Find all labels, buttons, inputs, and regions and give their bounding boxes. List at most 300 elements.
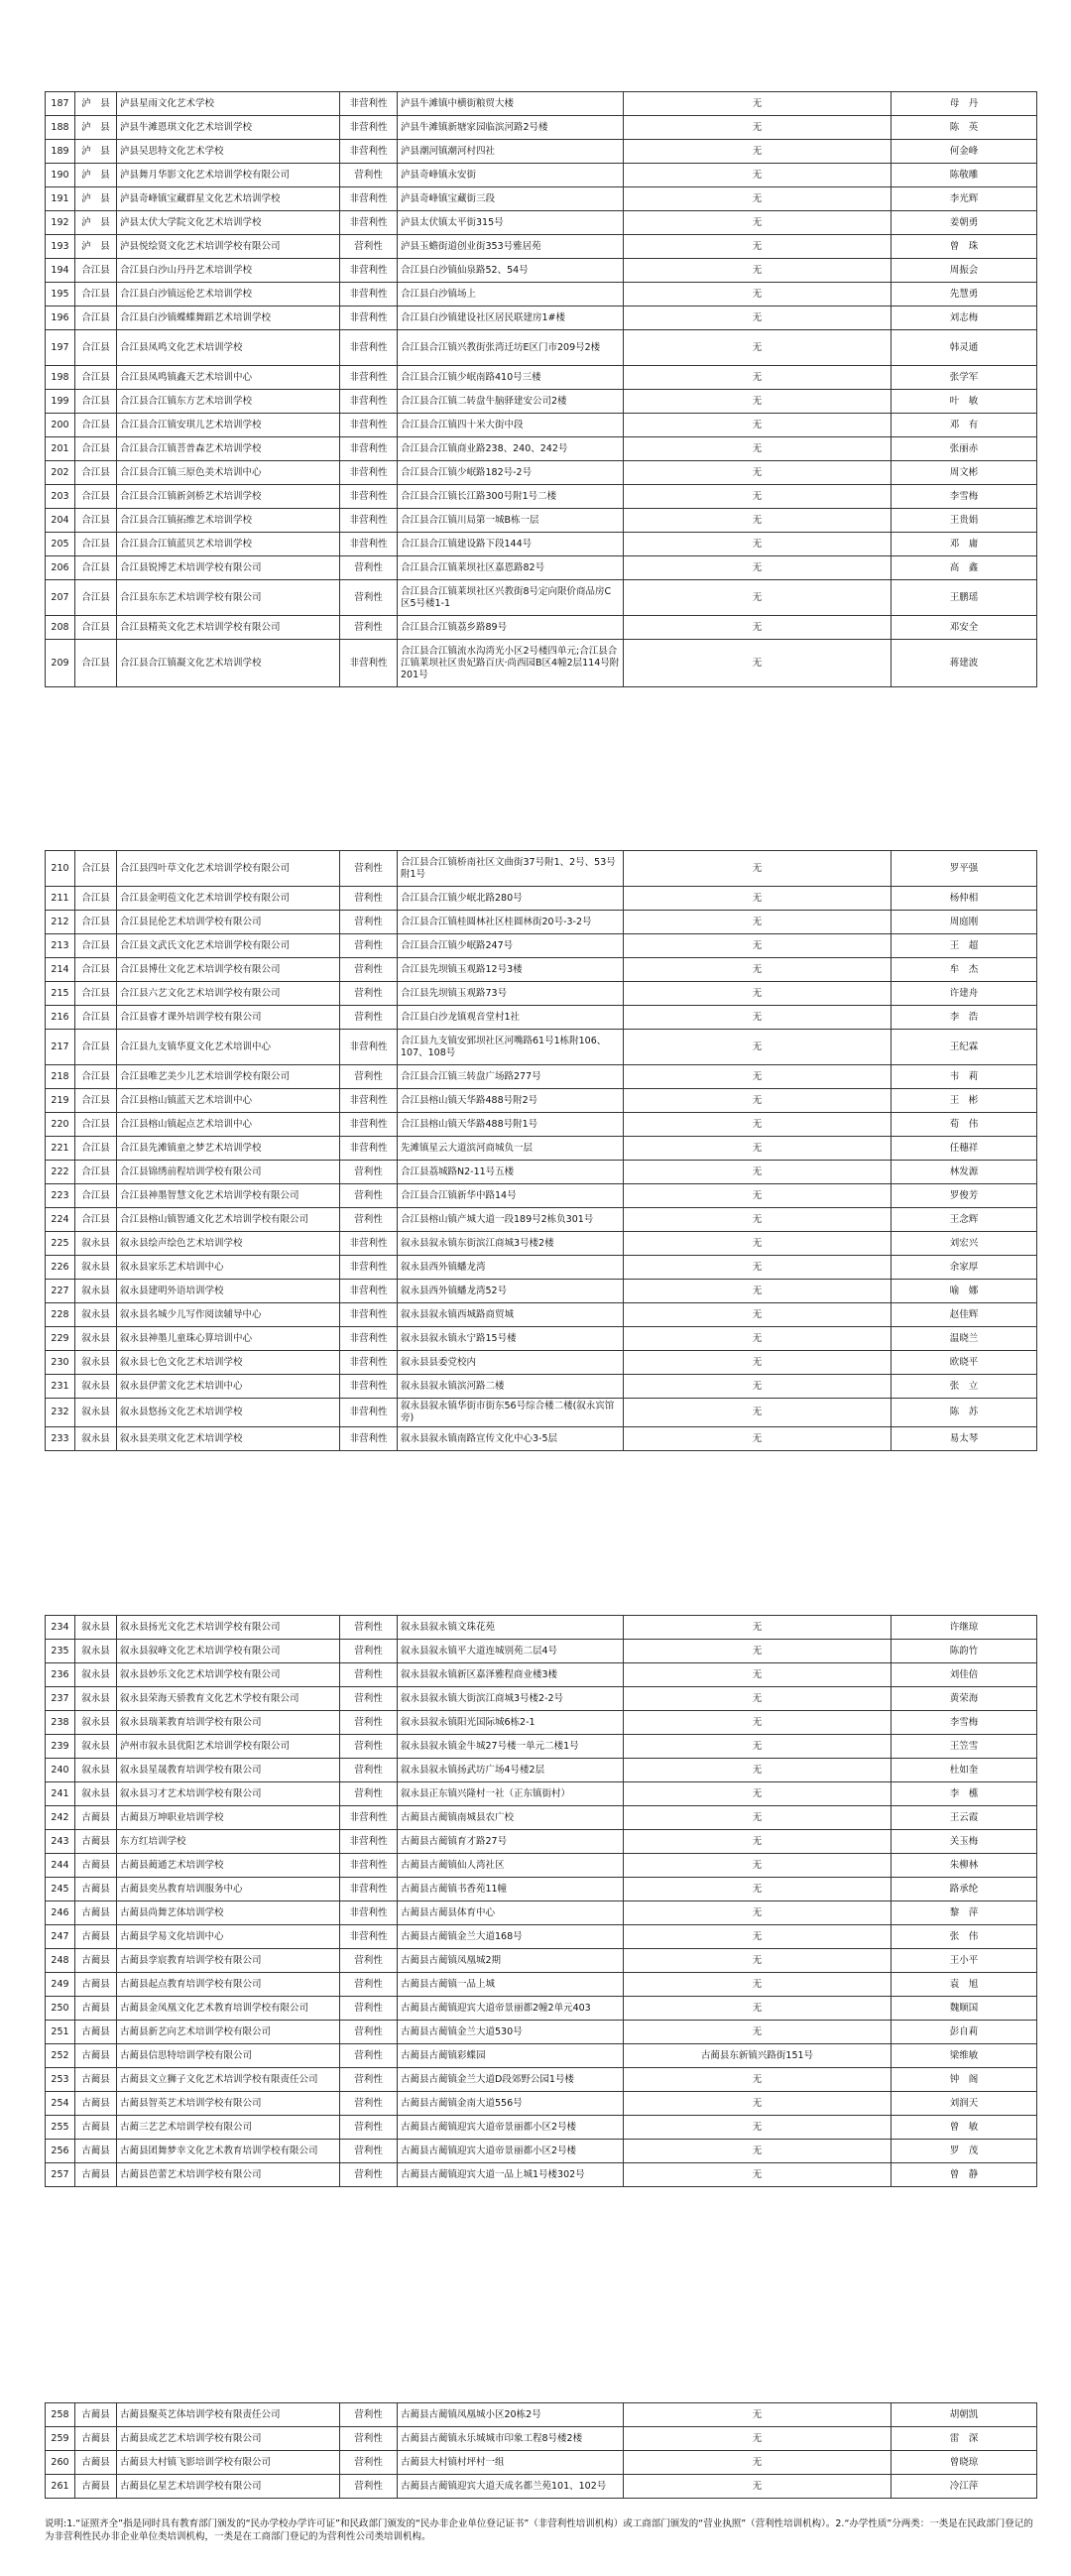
- row-number-cell: 202: [46, 461, 75, 485]
- legal-person-cell: 冷江萍: [892, 2475, 1037, 2499]
- row-number-cell: 223: [46, 1184, 75, 1208]
- county-cell: 合江县: [75, 580, 117, 616]
- nature-cell: 营利性: [340, 1997, 398, 2021]
- address-cell: 古蔺县古蔺镇迎宾大道帝景丽都小区2号楼: [398, 2140, 624, 2163]
- row-number-cell: 251: [46, 2021, 75, 2044]
- address-cell: 叙永县叙永镇平大道连城别苑二层4号: [398, 1640, 624, 1663]
- remark-cell: 无: [624, 580, 892, 616]
- school-name-cell: 合江县榕山镇起点艺术培训中心: [117, 1113, 340, 1137]
- address-cell: 合江县榕山镇产城大道一段189号2栋负301号: [398, 1208, 624, 1232]
- address-cell: 古蔺县古蔺镇仙人湾社区: [398, 1854, 624, 1878]
- row-number-cell: 246: [46, 1901, 75, 1925]
- legal-person-cell: 王鹏瑶: [892, 580, 1037, 616]
- address-cell: 合江县先坝镇玉观路73号: [398, 982, 624, 1006]
- nature-cell: 非营利性: [340, 1427, 398, 1451]
- table-row: [46, 1089, 1037, 1113]
- table-row: [46, 414, 1037, 437]
- table-row: [46, 1351, 1037, 1375]
- nature-cell: 非营利性: [340, 1854, 398, 1878]
- table-row: [46, 1997, 1037, 2021]
- row-number-cell: 261: [46, 2475, 75, 2499]
- nature-cell: 非营利性: [340, 1030, 398, 1065]
- table-row: [46, 1327, 1037, 1351]
- nature-cell: 非营利性: [340, 437, 398, 461]
- legal-person-cell: 刘佳倍: [892, 1663, 1037, 1687]
- remark-cell: 无: [624, 2021, 892, 2044]
- remark-cell: 无: [624, 1830, 892, 1854]
- legal-person-cell: 王笠雪: [892, 1735, 1037, 1759]
- legal-person-cell: 叶 敏: [892, 390, 1037, 414]
- legal-person-cell: 王 彬: [892, 1089, 1037, 1113]
- county-cell: 合江县: [75, 1030, 117, 1065]
- nature-cell: 营利性: [340, 1161, 398, 1184]
- county-cell: 合江县: [75, 390, 117, 414]
- address-cell: 叙永县叙永镇新区嘉泽雅程商业楼3楼: [398, 1663, 624, 1687]
- remark-cell: 无: [624, 1854, 892, 1878]
- legal-person-cell: 牟 杰: [892, 958, 1037, 982]
- remark-cell: 无: [624, 1208, 892, 1232]
- address-cell: 古蔺县古蔺镇一品上城: [398, 1973, 624, 1997]
- legal-person-cell: 曾晓琼: [892, 2451, 1037, 2475]
- address-cell: 合江县合江镇长江路300号附1号二楼: [398, 485, 624, 509]
- nature-cell: 营利性: [340, 556, 398, 580]
- table-row: [46, 851, 1037, 887]
- county-cell: 叙永县: [75, 1616, 117, 1640]
- table-row: [46, 2163, 1037, 2187]
- school-name-cell: 合江县四叶草文化艺术培训学校有限公司: [117, 851, 340, 887]
- school-name-cell: 叙永县绘声绘色艺术培训学校: [117, 1232, 340, 1256]
- legal-person-cell: 魏顺国: [892, 1997, 1037, 2021]
- remark-cell: 无: [624, 1663, 892, 1687]
- legal-person-cell: 黄荣海: [892, 1687, 1037, 1711]
- remark-cell: 无: [624, 1065, 892, 1089]
- legal-person-cell: 胡朝凯: [892, 2403, 1037, 2427]
- row-number-cell: 239: [46, 1735, 75, 1759]
- county-cell: 古蔺县: [75, 1925, 117, 1949]
- address-cell: 叙永县西外镇蟠龙湾52号: [398, 1280, 624, 1303]
- nature-cell: 营利性: [340, 1759, 398, 1782]
- table-row: [46, 2021, 1037, 2044]
- remark-cell: 无: [624, 164, 892, 187]
- row-number-cell: 250: [46, 1997, 75, 2021]
- row-number-cell: 227: [46, 1280, 75, 1303]
- county-cell: 合江县: [75, 616, 117, 640]
- legal-person-cell: 韦 莉: [892, 1065, 1037, 1089]
- address-cell: 合江县合江镇少岷路247号: [398, 934, 624, 958]
- row-number-cell: 221: [46, 1137, 75, 1161]
- county-cell: 合江县: [75, 485, 117, 509]
- school-table-4: [45, 2402, 1037, 2499]
- row-number-cell: 249: [46, 1973, 75, 1997]
- legal-person-cell: 易太琴: [892, 1427, 1037, 1451]
- row-number-cell: 214: [46, 958, 75, 982]
- nature-cell: 非营利性: [340, 1830, 398, 1854]
- remark-cell: 无: [624, 2403, 892, 2427]
- county-cell: 合江县: [75, 1208, 117, 1232]
- address-cell: 古蔺县大村镇村坪村一组: [398, 2451, 624, 2475]
- address-cell: 合江县合江镇建设路下段144号: [398, 533, 624, 556]
- table-row: [46, 2475, 1037, 2499]
- county-cell: 合江县: [75, 934, 117, 958]
- legal-person-cell: 罗俊芳: [892, 1184, 1037, 1208]
- county-cell: 泸 县: [75, 140, 117, 164]
- legal-person-cell: 余家厚: [892, 1256, 1037, 1280]
- table-row: [46, 1830, 1037, 1854]
- address-cell: 古蔺县古蔺镇育才路27号: [398, 1830, 624, 1854]
- row-number-cell: 211: [46, 887, 75, 911]
- school-name-cell: 叙永县七色文化艺术培训学校: [117, 1351, 340, 1375]
- table-row: [46, 164, 1037, 187]
- row-number-cell: 201: [46, 437, 75, 461]
- county-cell: 叙永县: [75, 1375, 117, 1399]
- nature-cell: 营利性: [340, 580, 398, 616]
- row-number-cell: 241: [46, 1782, 75, 1806]
- school-name-cell: 合江县凤鸣文化艺术培训学校: [117, 330, 340, 366]
- legal-person-cell: 张丽赤: [892, 437, 1037, 461]
- school-name-cell: 合江县白沙山丹丹艺术培训学校: [117, 259, 340, 283]
- county-cell: 叙永县: [75, 1735, 117, 1759]
- address-cell: 古蔺县古蔺镇金南大道556号: [398, 2092, 624, 2116]
- school-table-1: [45, 91, 1037, 687]
- remark-cell: 无: [624, 1089, 892, 1113]
- nature-cell: 营利性: [340, 1208, 398, 1232]
- row-number-cell: 187: [46, 92, 75, 116]
- school-name-cell: 古蔺县起点教育培训学校有限公司: [117, 1973, 340, 1997]
- remark-cell: 无: [624, 1161, 892, 1184]
- row-number-cell: 231: [46, 1375, 75, 1399]
- table-row: [46, 1854, 1037, 1878]
- county-cell: 泸 县: [75, 235, 117, 259]
- legal-person-cell: 先慧勇: [892, 283, 1037, 307]
- remark-cell: 无: [624, 2163, 892, 2187]
- school-name-cell: 合江县昆伦艺术培训学校有限公司: [117, 911, 340, 934]
- county-cell: 合江县: [75, 283, 117, 307]
- school-name-cell: 泸县牛滩恩琪文化艺术培训学校: [117, 116, 340, 140]
- remark-cell: 无: [624, 1399, 892, 1427]
- address-cell: 泸县太伏镇太平街315号: [398, 211, 624, 235]
- county-cell: 合江县: [75, 1089, 117, 1113]
- row-number-cell: 188: [46, 116, 75, 140]
- table-row: [46, 1782, 1037, 1806]
- address-cell: 泸县牛滩镇中横街粮贸大楼: [398, 92, 624, 116]
- remark-cell: 无: [624, 1113, 892, 1137]
- row-number-cell: 247: [46, 1925, 75, 1949]
- nature-cell: 营利性: [340, 2163, 398, 2187]
- table-row: [46, 1065, 1037, 1089]
- remark-cell: 无: [624, 509, 892, 533]
- nature-cell: 非营利性: [340, 485, 398, 509]
- county-cell: 古蔺县: [75, 1997, 117, 2021]
- remark-cell: 无: [624, 211, 892, 235]
- school-name-cell: 合江县合江镇凝文化艺术培训学校: [117, 640, 340, 687]
- table-row: [46, 461, 1037, 485]
- school-name-cell: 古蔺县芭蕾艺术培训学校有限公司: [117, 2163, 340, 2187]
- school-name-cell: 合江县榕山镇蓝天艺术培训中心: [117, 1089, 340, 1113]
- school-name-cell: 合江县金明苞文化艺术培训学校有限公司: [117, 887, 340, 911]
- school-name-cell: 合江县榕山镇智通文化艺术培训学校有限公司: [117, 1208, 340, 1232]
- school-name-cell: 合江县合江镇新剑桥艺术培训学校: [117, 485, 340, 509]
- row-number-cell: 194: [46, 259, 75, 283]
- school-name-cell: 古蔺县孪宸教育培训学校有限公司: [117, 1949, 340, 1973]
- legal-person-cell: 荀 伟: [892, 1113, 1037, 1137]
- table-row: [46, 1663, 1037, 1687]
- table-row: [46, 982, 1037, 1006]
- remark-cell: 无: [624, 640, 892, 687]
- address-cell: 古蔺县古蔺镇金兰大道530号: [398, 2021, 624, 2044]
- remark-cell: 无: [624, 1640, 892, 1663]
- county-cell: 合江县: [75, 958, 117, 982]
- nature-cell: 营利性: [340, 2451, 398, 2475]
- remark-cell: 无: [624, 1759, 892, 1782]
- legal-person-cell: 高 鑫: [892, 556, 1037, 580]
- remark-cell: 无: [624, 616, 892, 640]
- county-cell: 泸 县: [75, 116, 117, 140]
- school-name-cell: 叙永县习才艺术培训学校有限公司: [117, 1782, 340, 1806]
- row-number-cell: 212: [46, 911, 75, 934]
- nature-cell: 非营利性: [340, 366, 398, 390]
- row-number-cell: 253: [46, 2068, 75, 2092]
- table-row: [46, 2403, 1037, 2427]
- row-number-cell: 195: [46, 283, 75, 307]
- address-cell: 合江县合江镇三转盘广场路277号: [398, 1065, 624, 1089]
- row-number-cell: 205: [46, 533, 75, 556]
- row-number-cell: 259: [46, 2427, 75, 2451]
- table-row: [46, 116, 1037, 140]
- row-number-cell: 209: [46, 640, 75, 687]
- county-cell: 合江县: [75, 1184, 117, 1208]
- row-number-cell: 236: [46, 1663, 75, 1687]
- nature-cell: 营利性: [340, 911, 398, 934]
- table-row: [46, 1616, 1037, 1640]
- table-row: [46, 211, 1037, 235]
- remark-cell: 无: [624, 116, 892, 140]
- legal-person-cell: 刘润天: [892, 2092, 1037, 2116]
- table-row: [46, 1006, 1037, 1030]
- county-cell: 古蔺县: [75, 2116, 117, 2140]
- footnote: 说明:1.“证照齐全”指是同时具有教育部门颁发的“民办学校办学许可证”和民政部门颁发的“民办非企业单位登记证书”（非营利性培训机构）或工商部门颁发的“营业执照”（营利性培训机构）。2.“办学性质”分两类：一类是在民政部门登记的为非营利性民办非企业单位类培训机构，一类是在工商部门登记的为营利性公司类培训机构。: [45, 2518, 1033, 2542]
- nature-cell: 非营利性: [340, 1351, 398, 1375]
- address-cell: 合江县九支镇安郅坝社区河嘴路61号1栋附106、107、108号: [398, 1030, 624, 1065]
- legal-person-cell: 刘宏兴: [892, 1232, 1037, 1256]
- remark-cell: 无: [624, 307, 892, 330]
- row-number-cell: 210: [46, 851, 75, 887]
- table-block-1: [45, 91, 1036, 687]
- table-row: [46, 437, 1037, 461]
- remark-cell: 无: [624, 1735, 892, 1759]
- table-row: [46, 1878, 1037, 1901]
- county-cell: 叙永县: [75, 1256, 117, 1280]
- address-cell: 合江县合江镇少岷南路410号三楼: [398, 366, 624, 390]
- nature-cell: 非营利性: [340, 1399, 398, 1427]
- row-number-cell: 235: [46, 1640, 75, 1663]
- remark-cell: 无: [624, 2092, 892, 2116]
- table-row: [46, 283, 1037, 307]
- county-cell: 合江县: [75, 556, 117, 580]
- address-cell: 泸县奇峰镇永安街: [398, 164, 624, 187]
- legal-person-cell: 陈韵竹: [892, 1640, 1037, 1663]
- table-row: [46, 958, 1037, 982]
- nature-cell: 营利性: [340, 2021, 398, 2044]
- legal-person-cell: 邓 有: [892, 414, 1037, 437]
- county-cell: 古蔺县: [75, 2140, 117, 2163]
- address-cell: 合江县合江镇莱坝社区嘉恩路82号: [398, 556, 624, 580]
- row-number-cell: 243: [46, 1830, 75, 1854]
- school-name-cell: 合江县锦绣前程培训学校有限公司: [117, 1161, 340, 1184]
- nature-cell: 非营利性: [340, 390, 398, 414]
- table-row: [46, 1113, 1037, 1137]
- legal-person-cell: 任穗祥: [892, 1137, 1037, 1161]
- legal-person-cell: 朱柳林: [892, 1854, 1037, 1878]
- table-row: [46, 1030, 1037, 1065]
- county-cell: 叙永县: [75, 1663, 117, 1687]
- remark-cell: 无: [624, 235, 892, 259]
- county-cell: 古蔺县: [75, 2163, 117, 2187]
- school-name-cell: 合江县合江镇菩普森艺术培训学校: [117, 437, 340, 461]
- row-number-cell: 196: [46, 307, 75, 330]
- address-cell: 泸县奇峰镇宝藏街三段: [398, 187, 624, 211]
- legal-person-cell: 周文彬: [892, 461, 1037, 485]
- row-number-cell: 255: [46, 2116, 75, 2140]
- county-cell: 古蔺县: [75, 2451, 117, 2475]
- address-cell: 合江县合江镇少岷路182号-2号: [398, 461, 624, 485]
- remark-cell: 无: [624, 92, 892, 116]
- county-cell: 合江县: [75, 461, 117, 485]
- remark-cell: 无: [624, 461, 892, 485]
- address-cell: 合江县合江镇川局第一城B栋一层: [398, 509, 624, 533]
- table-row: [46, 1735, 1037, 1759]
- county-cell: 合江县: [75, 437, 117, 461]
- remark-cell: 无: [624, 958, 892, 982]
- county-cell: 合江县: [75, 1137, 117, 1161]
- nature-cell: 营利性: [340, 1735, 398, 1759]
- nature-cell: 非营利性: [340, 414, 398, 437]
- school-table-3: [45, 1615, 1037, 2187]
- county-cell: 古蔺县: [75, 2427, 117, 2451]
- remark-cell: 无: [624, 1949, 892, 1973]
- legal-person-cell: 李雪梅: [892, 485, 1037, 509]
- table-row: [46, 556, 1037, 580]
- school-name-cell: 古蔺三艺艺术培训学校有限公司: [117, 2116, 340, 2140]
- school-name-cell: 合江县睿才课外培训学校有限公司: [117, 1006, 340, 1030]
- table-row: [46, 2427, 1037, 2451]
- legal-person-cell: 张 伟: [892, 1925, 1037, 1949]
- county-cell: 合江县: [75, 414, 117, 437]
- county-cell: 古蔺县: [75, 1901, 117, 1925]
- school-name-cell: 合江县神墨智慧文化艺术培训学校有限公司: [117, 1184, 340, 1208]
- row-number-cell: 260: [46, 2451, 75, 2475]
- school-name-cell: 古蔺县聚英艺体培训学校有限责任公司: [117, 2403, 340, 2427]
- remark-cell: 无: [624, 187, 892, 211]
- remark-cell: 无: [624, 2068, 892, 2092]
- county-cell: 合江县: [75, 887, 117, 911]
- school-name-cell: 古蔺县蔺通艺术培训学校: [117, 1854, 340, 1878]
- nature-cell: 营利性: [340, 958, 398, 982]
- county-cell: 古蔺县: [75, 2044, 117, 2068]
- nature-cell: 非营利性: [340, 283, 398, 307]
- address-cell: 叙永县叙永镇永宁路15号楼: [398, 1327, 624, 1351]
- row-number-cell: 225: [46, 1232, 75, 1256]
- row-number-cell: 200: [46, 414, 75, 437]
- remark-cell: 无: [624, 390, 892, 414]
- row-number-cell: 219: [46, 1089, 75, 1113]
- table-row: [46, 1973, 1037, 1997]
- legal-person-cell: 曾 敏: [892, 2116, 1037, 2140]
- legal-person-cell: 李光辉: [892, 187, 1037, 211]
- nature-cell: 营利性: [340, 2427, 398, 2451]
- school-name-cell: 东方红培训学校: [117, 1830, 340, 1854]
- school-name-cell: 泸县吴思特文化艺术学校: [117, 140, 340, 164]
- remark-cell: 无: [624, 1901, 892, 1925]
- nature-cell: 营利性: [340, 1973, 398, 1997]
- row-number-cell: 204: [46, 509, 75, 533]
- school-name-cell: 叙永县神墨儿童珠心算培训中心: [117, 1327, 340, 1351]
- table-row: [46, 1303, 1037, 1327]
- county-cell: 叙永县: [75, 1327, 117, 1351]
- nature-cell: 营利性: [340, 2044, 398, 2068]
- county-cell: 叙永县: [75, 1782, 117, 1806]
- school-name-cell: 泸州市叙永县优阳艺术培训学校有限公司: [117, 1735, 340, 1759]
- nature-cell: 非营利性: [340, 307, 398, 330]
- address-cell: 古蔺县古蔺镇南城县农广校: [398, 1806, 624, 1830]
- county-cell: 叙永县: [75, 1351, 117, 1375]
- address-cell: 合江县白沙龙镇观音堂村1社: [398, 1006, 624, 1030]
- nature-cell: 非营利性: [340, 330, 398, 366]
- legal-person-cell: 雷 深: [892, 2427, 1037, 2451]
- school-name-cell: 叙永县星晟教育培训学校有限公司: [117, 1759, 340, 1782]
- address-cell: 合江县荔城路N2-11号五楼: [398, 1161, 624, 1184]
- address-cell: 合江县白沙镇建设社区居民联建房1#楼: [398, 307, 624, 330]
- legal-person-cell: 王小平: [892, 1949, 1037, 1973]
- table-block-4: [45, 2402, 1036, 2499]
- county-cell: 合江县: [75, 911, 117, 934]
- nature-cell: 营利性: [340, 2140, 398, 2163]
- school-name-cell: 合江县六艺文化艺术培训学校有限公司: [117, 982, 340, 1006]
- remark-cell: 无: [624, 1184, 892, 1208]
- address-cell: 合江县合江镇商业路238、240、242号: [398, 437, 624, 461]
- county-cell: 古蔺县: [75, 1830, 117, 1854]
- table-row: [46, 1640, 1037, 1663]
- remark-cell: 无: [624, 437, 892, 461]
- address-cell: 合江县合江镇新华中路14号: [398, 1184, 624, 1208]
- nature-cell: 非营利性: [340, 640, 398, 687]
- remark-cell: 无: [624, 982, 892, 1006]
- county-cell: 古蔺县: [75, 2092, 117, 2116]
- county-cell: 古蔺县: [75, 2021, 117, 2044]
- school-name-cell: 古蔺县新艺向艺术培训学校有限公司: [117, 2021, 340, 2044]
- legal-person-cell: 何金峰: [892, 140, 1037, 164]
- row-number-cell: 254: [46, 2092, 75, 2116]
- row-number-cell: 256: [46, 2140, 75, 2163]
- legal-person-cell: 喻 娜: [892, 1280, 1037, 1303]
- row-number-cell: 218: [46, 1065, 75, 1089]
- school-name-cell: 叙永县妙乐文化艺术培训学校有限公司: [117, 1663, 340, 1687]
- county-cell: 合江县: [75, 330, 117, 366]
- row-number-cell: 230: [46, 1351, 75, 1375]
- school-name-cell: 合江县凤鸣镇鑫天艺术培训中心: [117, 366, 340, 390]
- address-cell: 古蔺县古蔺镇凤凰城2期: [398, 1949, 624, 1973]
- legal-person-cell: 母 丹: [892, 92, 1037, 116]
- school-name-cell: 叙永县扬光文化艺术培训学校有限公司: [117, 1616, 340, 1640]
- table-row: [46, 640, 1037, 687]
- nature-cell: 营利性: [340, 1184, 398, 1208]
- row-number-cell: 189: [46, 140, 75, 164]
- school-name-cell: 合江县合江镇东方艺术培训学校: [117, 390, 340, 414]
- nature-cell: 非营利性: [340, 187, 398, 211]
- nature-cell: 非营利性: [340, 140, 398, 164]
- legal-person-cell: 李 浩: [892, 1006, 1037, 1030]
- legal-person-cell: 温晓兰: [892, 1327, 1037, 1351]
- table-row: [46, 485, 1037, 509]
